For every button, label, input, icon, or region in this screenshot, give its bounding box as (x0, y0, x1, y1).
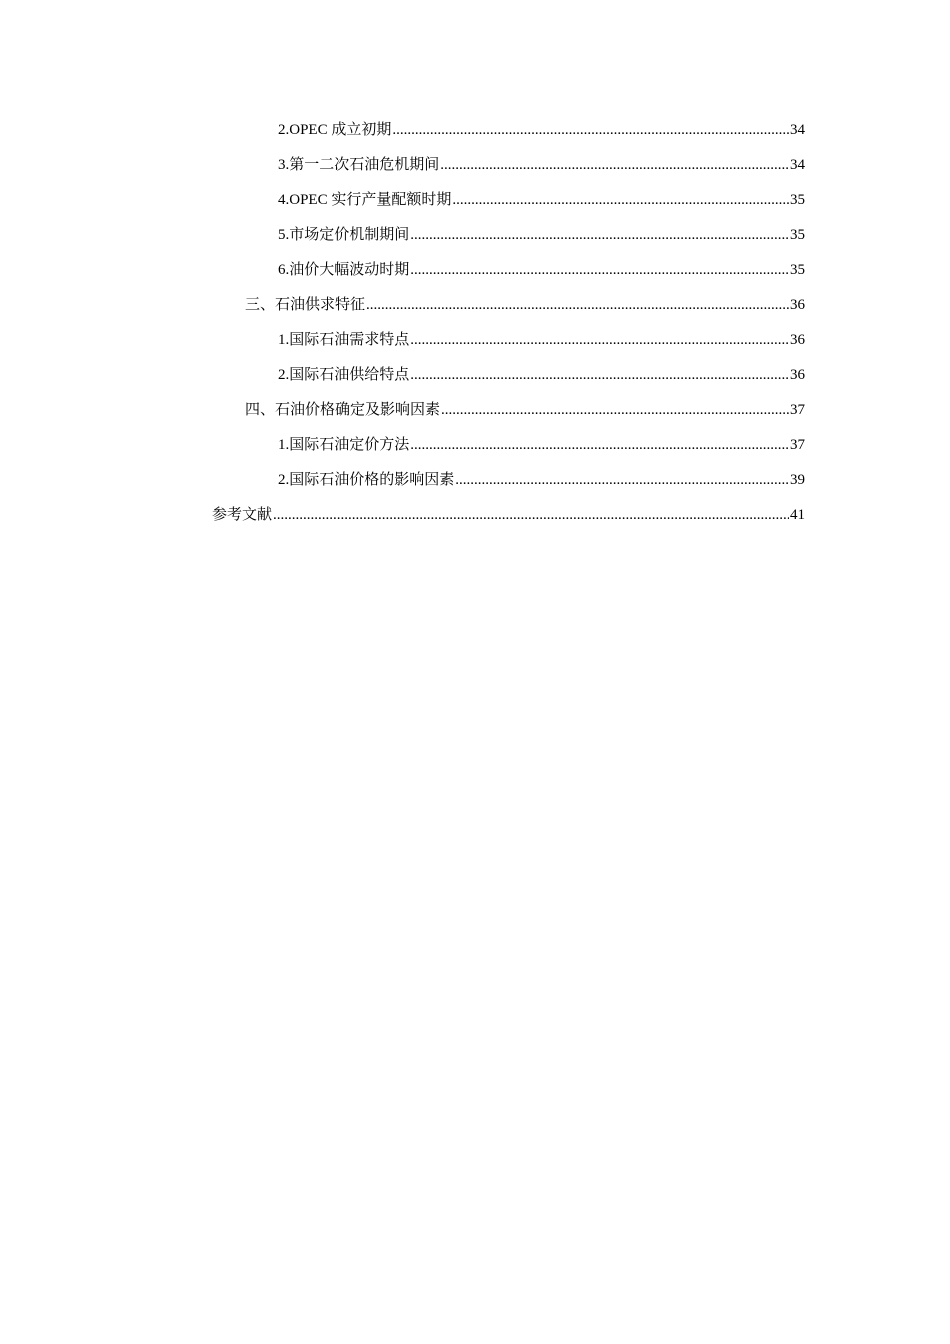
toc-dot-leader (410, 253, 789, 288)
toc-item-title: 1.国际石油需求特点 (278, 332, 410, 348)
toc-item-supply-features[interactable] (0, 358, 950, 393)
toc-item-oil-crises[interactable] (0, 148, 950, 183)
toc-item-title: 2.国际石油价格的影响因素 (278, 472, 455, 488)
toc-dot-leader (455, 463, 789, 498)
toc-dot-leader (410, 428, 789, 463)
toc-dot-leader (392, 113, 789, 148)
toc-item-title: 5.市场定价机制期间 (278, 227, 410, 243)
toc-dot-leader (410, 358, 789, 393)
toc-entry (278, 183, 950, 218)
toc-item-page-number: 35 (790, 262, 805, 278)
toc-item-page-number: 34 (790, 122, 805, 138)
toc-dot-leader (441, 393, 789, 428)
toc-item-price-volatility[interactable] (0, 253, 950, 288)
toc-item-title: 6.油价大幅波动时期 (278, 262, 410, 278)
toc-item-page-number: 36 (790, 332, 805, 348)
toc-item-page-number: 35 (790, 227, 805, 243)
toc-item-page-number: 37 (790, 437, 805, 453)
toc-dot-leader (452, 183, 789, 218)
toc-item-title: 3.第一二次石油危机期间 (278, 157, 440, 173)
toc-item-title: 三、石油供求特征 (245, 297, 366, 313)
toc-item-market-pricing[interactable] (0, 218, 950, 253)
toc-item-page-number: 35 (790, 192, 805, 208)
toc-entry (278, 113, 950, 148)
toc-item-pricing-methods[interactable] (0, 428, 950, 463)
toc-dot-leader (273, 498, 789, 533)
toc-item-title: 2.OPEC 成立初期 (278, 122, 392, 138)
toc-item-title: 1.国际石油定价方法 (278, 437, 410, 453)
toc-dot-leader (366, 288, 789, 323)
toc-item-page-number: 41 (790, 507, 805, 523)
toc-entry (212, 498, 950, 533)
toc-dot-leader (410, 218, 789, 253)
toc-item-page-number: 36 (790, 367, 805, 383)
toc-item-title: 四、石油价格确定及影响因素 (245, 402, 441, 418)
toc-item-title: 2.国际石油供给特点 (278, 367, 410, 383)
toc-entry (278, 218, 950, 253)
toc-entry (278, 463, 950, 498)
toc-item-opec-quota[interactable] (0, 183, 950, 218)
toc-item-supply-demand[interactable] (0, 288, 950, 323)
toc-item-title: 参考文献 (212, 507, 273, 523)
toc-dot-leader (410, 323, 789, 358)
toc-item-price-determination[interactable] (0, 393, 950, 428)
toc-item-references[interactable] (0, 498, 950, 533)
toc-entry (278, 253, 950, 288)
toc-item-page-number: 36 (790, 297, 805, 313)
toc-item-title: 4.OPEC 实行产量配额时期 (278, 192, 452, 208)
toc-item-opec-founding[interactable] (0, 113, 950, 148)
toc-dot-leader (440, 148, 789, 183)
toc-entry (278, 428, 950, 463)
toc-entry (278, 358, 950, 393)
toc-entry (245, 288, 950, 323)
toc-entry (278, 148, 950, 183)
toc-item-page-number: 37 (790, 402, 805, 418)
table-of-contents (0, 113, 950, 533)
toc-item-demand-features[interactable] (0, 323, 950, 358)
toc-item-price-factors[interactable] (0, 463, 950, 498)
toc-item-page-number: 34 (790, 157, 805, 173)
toc-entry (278, 323, 950, 358)
toc-item-page-number: 39 (790, 472, 805, 488)
toc-entry (245, 393, 950, 428)
